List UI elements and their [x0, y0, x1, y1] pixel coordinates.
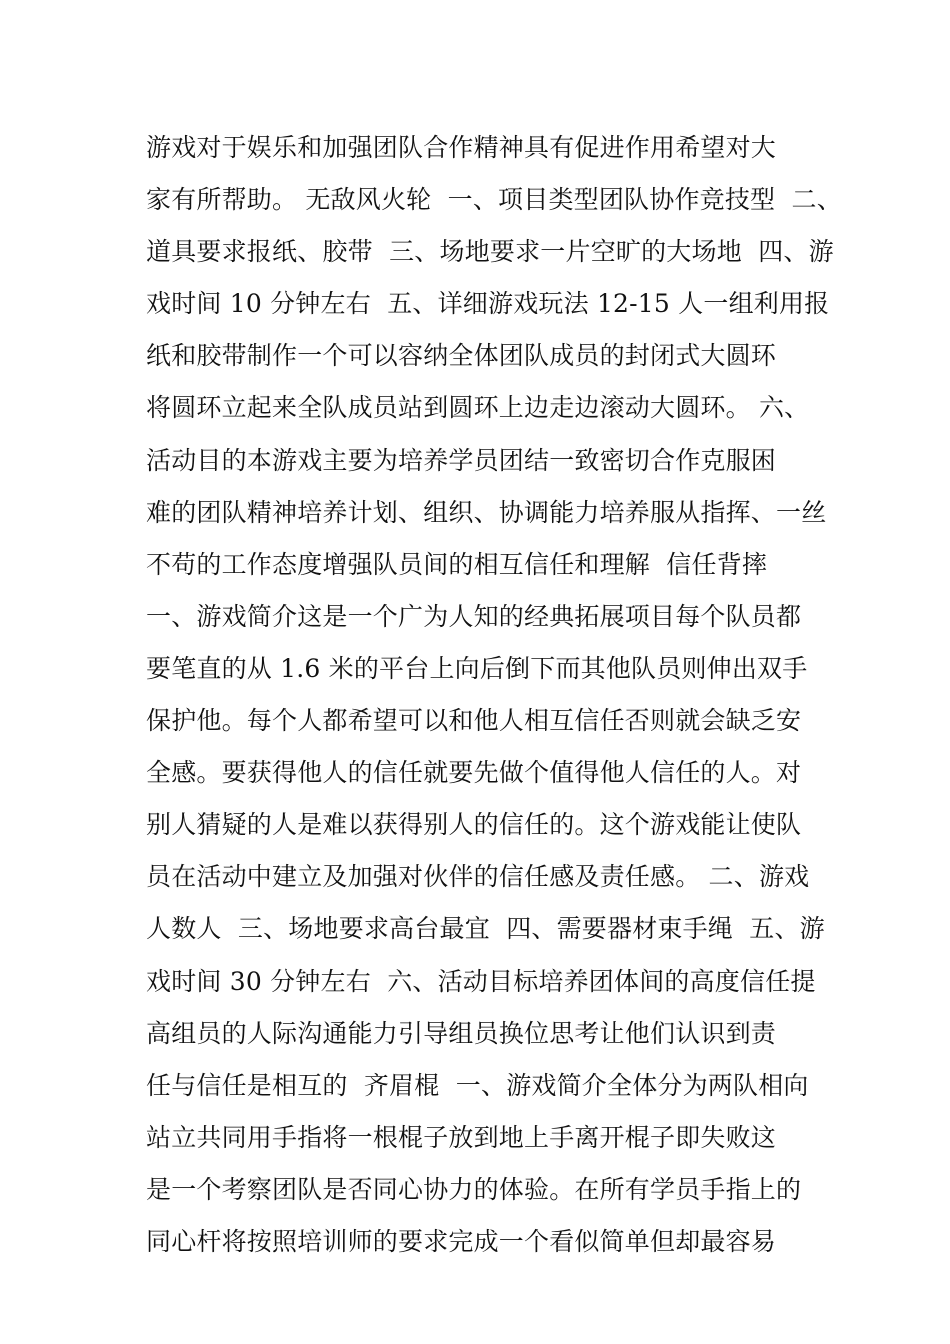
text-line: 戏时间 30 分钟左右 六、活动目标培养团体间的高度信任提 — [146, 966, 816, 996]
text-line: 站立共同用手指将一根棍子放到地上手离开棍子即失败这 — [146, 1122, 777, 1152]
text-line: 高组员的人际沟通能力引导组员换位思考让他们认识到责 — [146, 1018, 777, 1048]
text-line: 人数人 三、场地要求高台最宜 四、需要器材束手绳 五、游 — [146, 914, 825, 944]
text-line: 游戏对于娱乐和加强团队合作精神具有促进作用希望对大 — [146, 133, 777, 162]
text-line: 活动目的本游戏主要为培养学员团结一致密切合作克服困 — [146, 445, 777, 475]
text-line: 同心杆将按照培训师的要求完成一个看似简单但却最容易 — [146, 1226, 777, 1256]
text-line: 要笔直的从 1.6 米的平台上向后倒下而其他队员则伸出双手 — [146, 653, 808, 683]
text-line: 一、游戏简介这是一个广为人知的经典拓展项目每个队员都 — [146, 601, 802, 631]
text-line: 任与信任是相互的 齐眉棍 一、游戏简介全体分为两队相向 — [146, 1070, 809, 1100]
text-line: 道具要求报纸、胶带 三、场地要求一片空旷的大场地 四、游 — [146, 237, 834, 267]
body-text — [146, 128, 842, 1274]
text-line: 保护他。每个人都希望可以和他人相互信任否则就会缺乏安 — [146, 706, 802, 736]
text-line: 别人猜疑的人是难以获得别人的信任的。这个游戏能让使队 — [146, 810, 802, 840]
text-line: 家有所帮助。 无敌风火轮 一、项目类型团队协作竞技型 二、 — [146, 185, 842, 215]
text-line: 不苟的工作态度增强队员间的相互信任和理解 信任背摔 — [146, 549, 768, 579]
text-line: 全感。要获得他人的信任就要先做个值得他人信任的人。对 — [146, 758, 802, 788]
text-line: 员在活动中建立及加强对伙伴的信任感及责任感。 二、游戏 — [146, 862, 810, 892]
text-line: 戏时间 10 分钟左右 五、详细游戏玩法 12-15 人一组利用报 — [146, 289, 830, 319]
text-line: 是一个考察团队是否同心协力的体验。在所有学员手指上的 — [146, 1174, 802, 1204]
text-line: 纸和胶带制作一个可以容纳全体团队成员的封闭式大圆环 — [146, 341, 777, 371]
text-line: 难的团队精神培养计划、组织、协调能力培养服从指挥、一丝 — [146, 497, 827, 527]
text-line: 将圆环立起来全队成员站到圆环上边走边滚动大圆环。 六、 — [146, 393, 810, 423]
